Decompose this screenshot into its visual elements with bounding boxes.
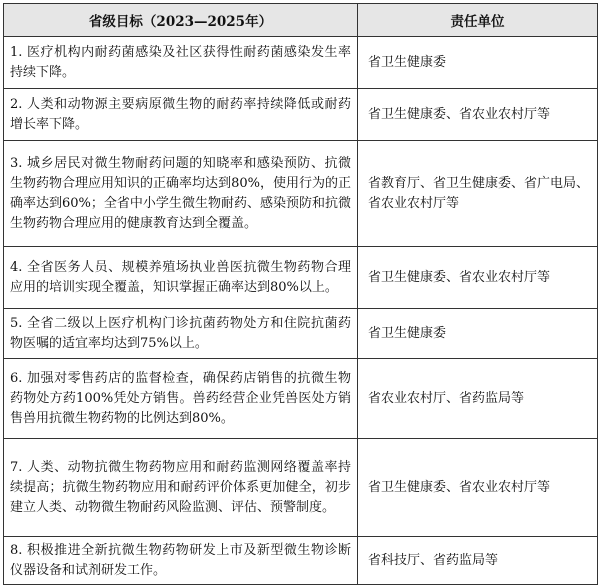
goal-cell: 4. 全省医务人员、规模养殖场执业兽医抗微生物药物合理应用的培训实现全覆盖，知识掌握正确率达到80%以上。: [4, 247, 358, 309]
goal-cell: 1. 医疗机构内耐药菌感染及社区获得性耐药菌感染发生率持续下降。: [4, 37, 358, 89]
table-row: [4, 37, 598, 89]
unit-cell: 省卫生健康委、省农业农村厅等: [358, 439, 598, 537]
goal-cell: 2. 人类和动物源主要病原微生物的耐药率持续降低或耐药增长率下降。: [4, 89, 358, 141]
goal-cell: 5. 全省二级以上医疗机构门诊抗菌药物处方和住院抗菌药物医嘱的适宜率均达到75%以上。: [4, 309, 358, 359]
table-row: [4, 359, 598, 439]
unit-cell: 省卫生健康委、省农业农村厅等: [358, 247, 598, 309]
unit-cell: 省教育厅、省卫生健康委、省广电局、省农业农村厅等: [358, 141, 598, 247]
table-row: [4, 247, 598, 309]
table-row: [4, 439, 598, 537]
unit-cell: 省卫生健康委: [358, 37, 598, 89]
unit-cell: 省卫生健康委、省农业农村厅等: [358, 89, 598, 141]
unit-cell: 省科技厅、省药监局等: [358, 537, 598, 585]
table-row: [4, 537, 598, 585]
header-goal: 省级目标（2023—2025年）: [4, 4, 358, 37]
table-header-row: [4, 4, 598, 37]
goal-cell: 7. 人类、动物抗微生物药物应用和耐药监测网络覆盖率持续提高；抗微生物药物应用和耐药评价体系更加健全，初步建立人类、动物微生物耐药风险监测、评估、预警制度。: [4, 439, 358, 537]
table-row: [4, 141, 598, 247]
unit-cell: 省农业农村厅、省药监局等: [358, 359, 598, 439]
goal-cell: 8. 积极推进全新抗微生物药物研发上市及新型微生物诊断仪器设备和试剂研发工作。: [4, 537, 358, 585]
table-row: [4, 89, 598, 141]
table-row: [4, 309, 598, 359]
unit-cell: 省卫生健康委: [358, 309, 598, 359]
goals-table: [3, 3, 598, 585]
header-unit: 责任单位: [358, 4, 598, 37]
goal-cell: 6. 加强对零售药店的监督检查，确保药店销售的抗微生物药物处方药100%凭处方销售。兽药经营企业凭兽医处方销售兽用抗微生物药物的比例达到80%。: [4, 359, 358, 439]
goal-cell: 3. 城乡居民对微生物耐药问题的知晓率和感染预防、抗微生物药物合理应用知识的正确率均达到80%，使用行为的正确率达到60%；全省中小学生微生物耐药、感染预防和抗微生物药物合理应用的健康教育达到全覆盖。: [4, 141, 358, 247]
